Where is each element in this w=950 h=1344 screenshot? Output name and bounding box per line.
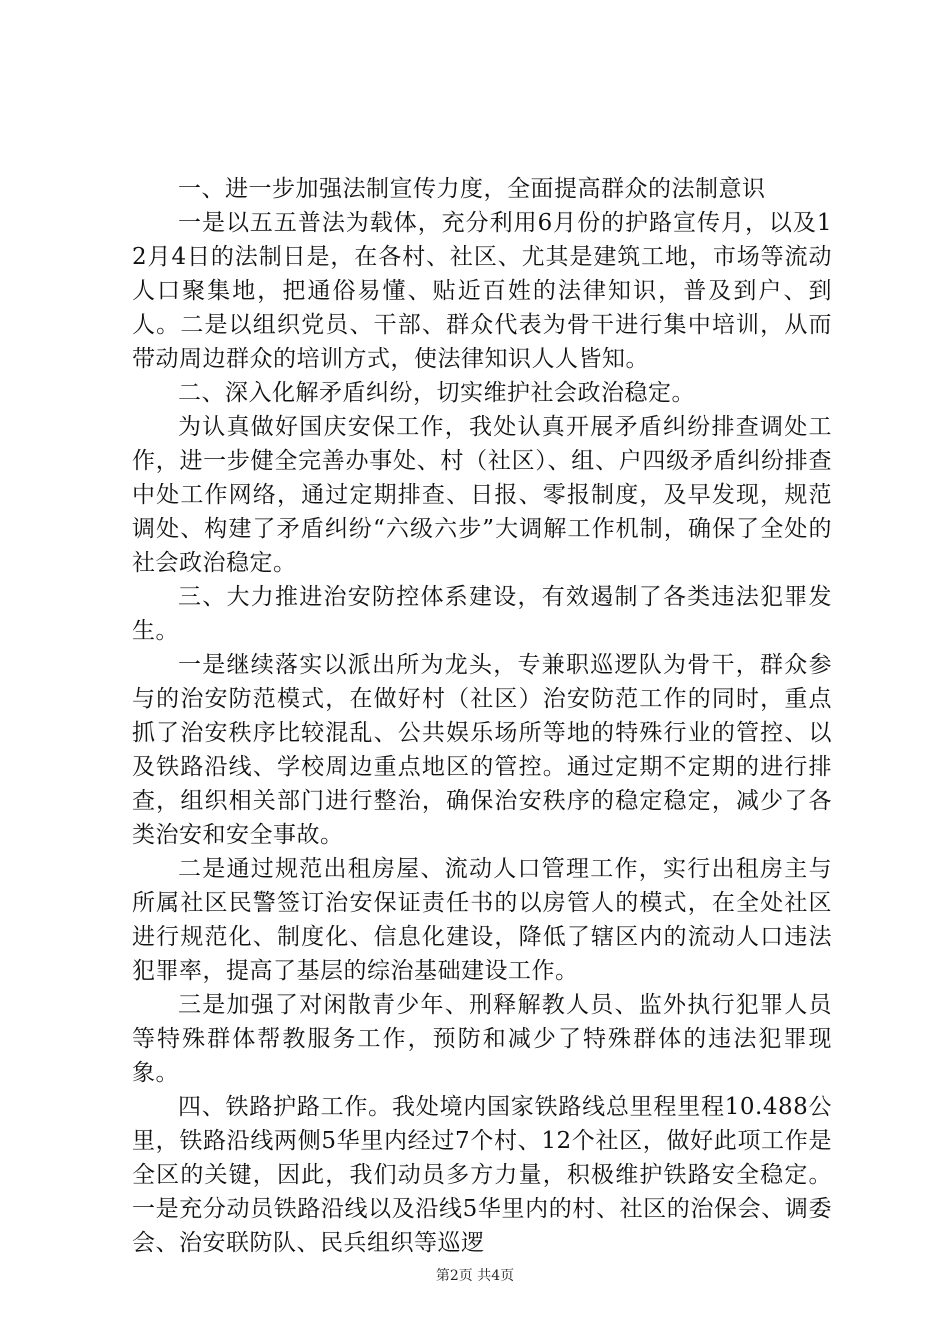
paragraph-special-groups: 三是加强了对闲散青少年、刑释解教人员、监外执行犯罪人员等特殊群体帮教服务工作，预防和减少了特殊群体的违法犯罪现象。	[132, 992, 832, 1086]
paragraph-rental-housing: 二是通过规范出租房屋、流动人口管理工作，实行出租房主与所属社区民警签订治安保证责任书的以房管人的模式，在全处社区进行规范化、制度化、信息化建设，降低了辖区内的流动人口违法犯罪率，提高了基层的综治基础建设工作。	[132, 856, 832, 984]
paragraph-railway-protection: 四、铁路护路工作。我处境内国家铁路线总里程里程10.488公里，铁路沿线两侧5华里内经过7个村、12个社区，做好此项工作是全区的关键，因此，我们动员多方力量，积极维护铁路安全稳定。一是充分动员铁路沿线以及沿线5华里内的村、社区的治保会、调委会、治安联防队、民兵组织等巡逻	[132, 1094, 832, 1256]
section-heading-3: 三、大力推进治安防控体系建设，有效遏制了各类违法犯罪发生。	[132, 584, 832, 644]
document-body	[132, 172, 832, 1260]
paragraph-dispute-resolution: 为认真做好国庆安保工作，我处认真开展矛盾纠纷排查调处工作，进一步健全完善办事处、村（社区）、组、户四级矛盾纠纷排查中处工作网络，通过定期排查、日报、零报制度，及早发现，规范调处、构建了矛盾纠纷“六级六步”大调解工作机制，确保了全处的社会政治稳定。	[132, 414, 832, 576]
paragraph-patrol-model: 一是继续落实以派出所为龙头，专兼职巡逻队为骨干，群众参与的治安防范模式，在做好村（社区）治安防范工作的同时，重点抓了治安秩序比较混乱、公共娱乐场所等地的特殊行业的管控、以及铁路沿线、学校周边重点地区的管控。通过定期不定期的进行排查，组织相关部门进行整治，确保治安秩序的稳定稳定，减少了各类治安和安全事故。	[132, 652, 832, 848]
page-number-footer: 第2页 共4页	[435, 1268, 515, 1284]
paragraph-legal-education: 一是以五五普法为载体，充分利用6月份的护路宣传月，以及12月4日的法制日是，在各村、社区、尤其是建筑工地，市场等流动人口聚集地，把通俗易懂、贴近百姓的法律知识，普及到户、到人。二是以组织党员、干部、群众代表为骨干进行集中培训，从而带动周边群众的培训方式，使法律知识人人皆知。	[132, 210, 832, 372]
section-heading-2: 二、深入化解矛盾纠纷，切实维护社会政治稳定。	[178, 380, 695, 406]
section-heading-1: 一、进一步加强法制宣传力度，全面提高群众的法制意识	[178, 176, 766, 202]
